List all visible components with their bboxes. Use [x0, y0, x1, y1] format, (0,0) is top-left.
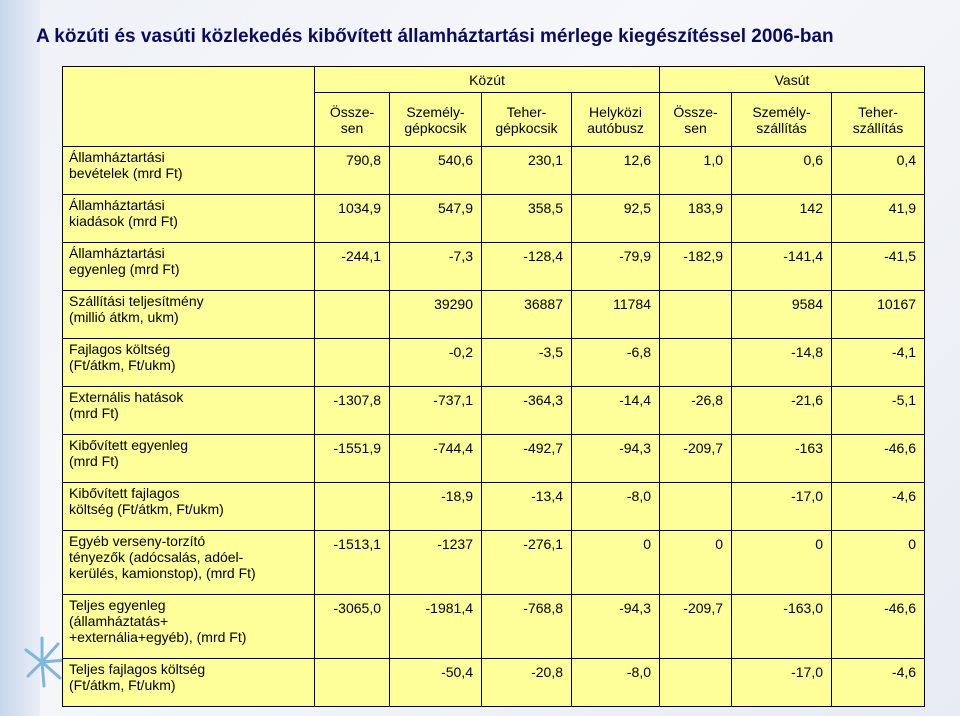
value-cell: -744,4 [390, 435, 482, 483]
value-cell: -4,6 [832, 483, 925, 531]
value-cell: 1,0 [660, 147, 732, 195]
column-header: Teher- gépkocsik [482, 93, 572, 147]
value-cell: -20,8 [482, 659, 572, 707]
group-header-rail: Vasút [660, 67, 925, 93]
value-cell: 0,4 [832, 147, 925, 195]
value-cell: -14,4 [572, 387, 660, 435]
value-cell [315, 483, 390, 531]
value-cell: 230,1 [482, 147, 572, 195]
table-row [63, 291, 925, 339]
value-cell: 0 [832, 531, 925, 595]
value-cell: -26,8 [660, 387, 732, 435]
row-label: Kibővített fajlagos költség (Ft/átkm, Ft/ukm) [63, 483, 315, 531]
column-header: Össze- sen [315, 93, 390, 147]
value-cell: -163 [732, 435, 832, 483]
value-cell: 10167 [832, 291, 925, 339]
value-cell: -7,3 [390, 243, 482, 291]
table-row [63, 531, 925, 595]
value-cell: -21,6 [732, 387, 832, 435]
value-cell: -3065,0 [315, 595, 390, 659]
row-label: Externális hatások (mrd Ft) [63, 387, 315, 435]
value-cell: -768,8 [482, 595, 572, 659]
value-cell [660, 483, 732, 531]
table-row [63, 595, 925, 659]
value-cell: -94,3 [572, 435, 660, 483]
table-row [63, 435, 925, 483]
value-cell: 0 [572, 531, 660, 595]
value-cell [660, 659, 732, 707]
table-row [63, 195, 925, 243]
table-row [63, 387, 925, 435]
row-label: Államháztartási egyenleg (mrd Ft) [63, 243, 315, 291]
row-label: Államháztartási kiadások (mrd Ft) [63, 195, 315, 243]
value-cell [315, 339, 390, 387]
value-cell: -1551,9 [315, 435, 390, 483]
value-cell: 12,6 [572, 147, 660, 195]
table-row [63, 243, 925, 291]
value-cell: 92,5 [572, 195, 660, 243]
value-cell: -50,4 [390, 659, 482, 707]
row-label: Szállítási teljesítmény (millió átkm, ukm) [63, 291, 315, 339]
value-cell: -46,6 [832, 595, 925, 659]
value-cell [660, 291, 732, 339]
value-cell: 41,9 [832, 195, 925, 243]
value-cell: -18,9 [390, 483, 482, 531]
column-header: Személy- gépkocsik [390, 93, 482, 147]
value-cell: -14,8 [732, 339, 832, 387]
value-cell: 0,6 [732, 147, 832, 195]
value-cell [315, 659, 390, 707]
table-row [63, 147, 925, 195]
value-cell: 358,5 [482, 195, 572, 243]
left-decorative-band [0, 0, 40, 716]
value-cell: 142 [732, 195, 832, 243]
header-group-row [63, 67, 925, 93]
value-cell: -1513,1 [315, 531, 390, 595]
value-cell: -4,1 [832, 339, 925, 387]
column-header: Össze- sen [660, 93, 732, 147]
value-cell: -5,1 [832, 387, 925, 435]
row-label: Teljes fajlagos költség (Ft/átkm, Ft/ukm) [63, 659, 315, 707]
value-cell: -163,0 [732, 595, 832, 659]
value-cell: 39290 [390, 291, 482, 339]
value-cell: -1307,8 [315, 387, 390, 435]
table-row [63, 339, 925, 387]
value-cell: -17,0 [732, 659, 832, 707]
value-cell: 0 [732, 531, 832, 595]
value-cell: -364,3 [482, 387, 572, 435]
column-header: Teher- szállítás [832, 93, 925, 147]
value-cell: -209,7 [660, 595, 732, 659]
table-row [63, 659, 925, 707]
value-cell: -0,2 [390, 339, 482, 387]
value-cell [660, 339, 732, 387]
value-cell: -182,9 [660, 243, 732, 291]
value-cell: -79,9 [572, 243, 660, 291]
page-title: A közúti és vasúti közlekedés kibővített államháztartási mérlege kiegészítéssel 2006-ban [36, 26, 834, 47]
table-body [63, 147, 925, 707]
value-cell: 9584 [732, 291, 832, 339]
row-label: Fajlagos költség (Ft/átkm, Ft/ukm) [63, 339, 315, 387]
value-cell: 36887 [482, 291, 572, 339]
column-header: Helyközi autóbusz [572, 93, 660, 147]
table-row [63, 483, 925, 531]
value-cell: 1034,9 [315, 195, 390, 243]
value-cell: -13,4 [482, 483, 572, 531]
value-cell: -492,7 [482, 435, 572, 483]
corner-cell [63, 67, 315, 147]
group-header-road: Közút [315, 67, 660, 93]
value-cell: 547,9 [390, 195, 482, 243]
value-cell: -8,0 [572, 483, 660, 531]
value-cell: -94,3 [572, 595, 660, 659]
value-cell: -128,4 [482, 243, 572, 291]
value-cell: 0 [660, 531, 732, 595]
value-cell: 183,9 [660, 195, 732, 243]
value-cell: -3,5 [482, 339, 572, 387]
value-cell: -276,1 [482, 531, 572, 595]
value-cell: 540,6 [390, 147, 482, 195]
value-cell: -141,4 [732, 243, 832, 291]
value-cell: -244,1 [315, 243, 390, 291]
row-label: Államháztartási bevételek (mrd Ft) [63, 147, 315, 195]
value-cell: -1981,4 [390, 595, 482, 659]
row-label: Teljes egyenleg (államháztatás+ +externália+egyéb), (mrd Ft) [63, 595, 315, 659]
value-cell: 790,8 [315, 147, 390, 195]
row-label: Egyéb verseny-torzító tényezők (adócsalás, adóel- kerülés, kamionstop), (mrd Ft) [63, 531, 315, 595]
value-cell: -17,0 [732, 483, 832, 531]
value-cell: -46,6 [832, 435, 925, 483]
value-cell: -41,5 [832, 243, 925, 291]
value-cell [315, 291, 390, 339]
value-cell: -8,0 [572, 659, 660, 707]
value-cell: -209,7 [660, 435, 732, 483]
column-header: Személy- szállítás [732, 93, 832, 147]
value-cell: -1237 [390, 531, 482, 595]
value-cell: -4,6 [832, 659, 925, 707]
balance-table [62, 66, 925, 707]
value-cell: -737,1 [390, 387, 482, 435]
value-cell: 11784 [572, 291, 660, 339]
row-label: Kibővített egyenleg (mrd Ft) [63, 435, 315, 483]
value-cell: -6,8 [572, 339, 660, 387]
